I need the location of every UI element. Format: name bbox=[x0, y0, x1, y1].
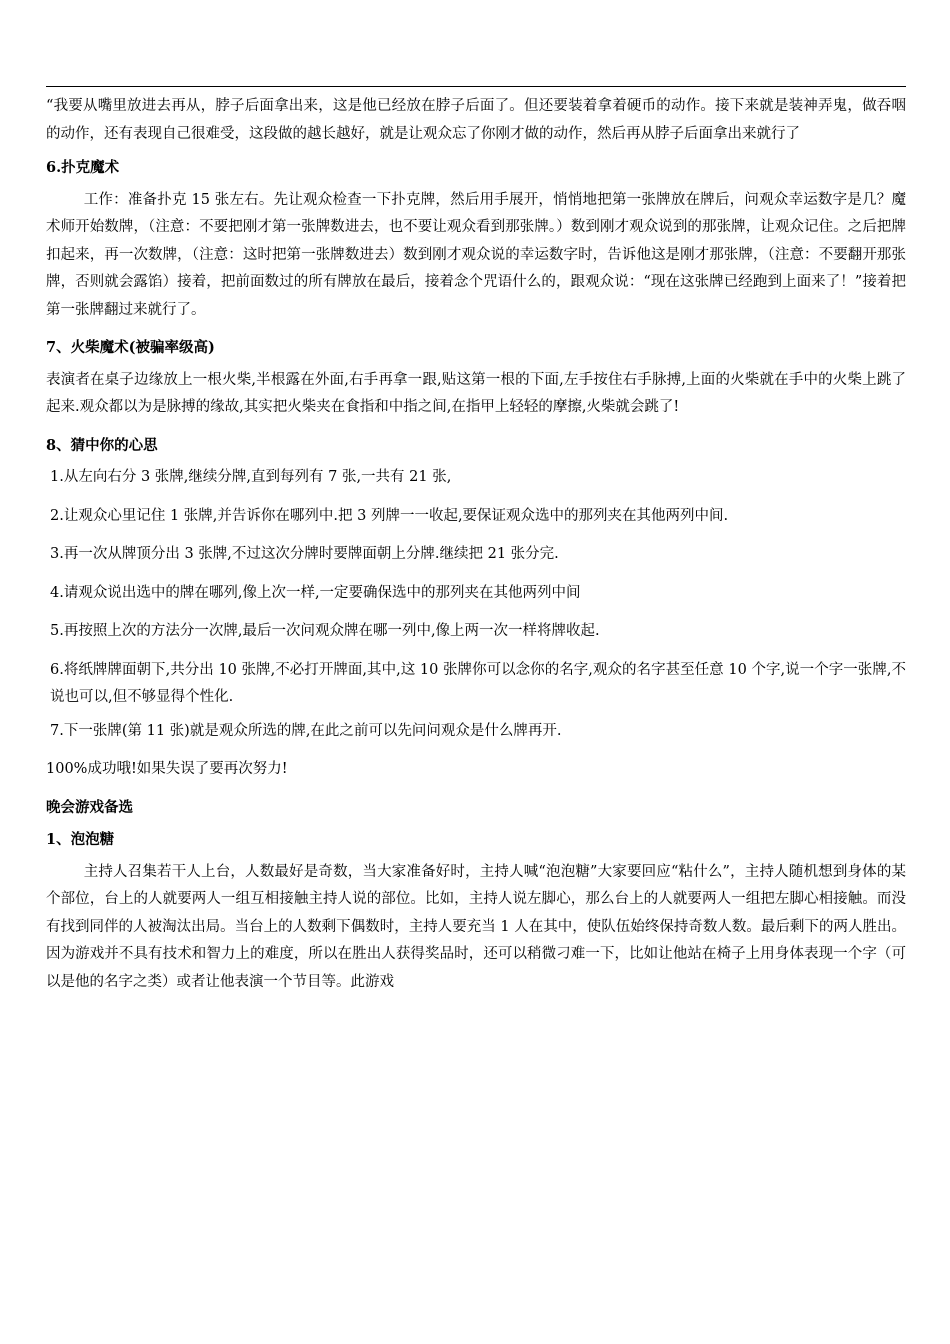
step-5: 5.再按照上次的方法分一次牌,最后一次问观众牌在哪一列中,像上两一次一样将牌收起. bbox=[50, 623, 600, 639]
step-3: 3.再一次从牌顶分出 3 张牌,不过这次分牌时要牌面朝上分牌.继续把 21 张分完. bbox=[50, 546, 559, 562]
step-4: 4.请观众说出选中的牌在哪列,像上次一样,一定要确保选中的那列夹在其他两列中间 bbox=[50, 584, 581, 601]
section-heading-poker-magic: 6.扑克魔术 bbox=[46, 159, 120, 176]
step-2: 2.让观众心里记住 1 张牌,并告诉你在哪列中.把 3 列牌一一收起,要保证观众选中的那列夹在其他两列中间. bbox=[50, 507, 729, 524]
match-magic-paragraph: 表演者在桌子边缘放上一根火柴,半根露在外面,右手再拿一跟,贴这第一根的下面,左手按住右手脉搏,上面的火柴就在手中的火柴上跳了起来.观众都以为是脉搏的缘故,其实把火柴夹在食指和中指之间,在指甲上轻轻的摩擦,火柴就会跳了! bbox=[46, 371, 906, 415]
step-1: 1.从左向右分 3 张牌,继续分牌,直到每列有 7 张,一共有 21 张, bbox=[50, 469, 452, 485]
document-body bbox=[46, 93, 906, 996]
bubble-gum-paragraph: 主持人召集若干人上台，人数最好是奇数，当大家准备好时，主持人喊“泡泡糖”大家要回应“粘什么”，主持人随机想到身体的某个部位，台上的人就要两人一组互相接触主持人说的部位。比如，主持人说左脚心，那么台上的人就要两人一组把左脚心相接触。而没有找到同伴的人被淘汰出局。当台上的人数剩下偶数时，主持人要充当 1 人在其中，使队伍始终保持奇数人数。最后剩下的两人胜出。因为游戏并不具有技术和智力上的难度，所以在胜出人获得奖品时，还可以稍微刁难一下，比如让他站在椅子上用身体表现一个字（可以是他的名字之类）或者让他表演一个节目等。此游戏 bbox=[46, 863, 906, 990]
step-6: 6.将纸牌牌面朝下,共分出 10 张牌,不必打开牌面,其中,这 10 张牌你可以念你的名字,观众的名字甚至任意 10 个字,说一个字一张牌,不说也可以,但不够显得个性化. bbox=[50, 661, 906, 705]
mind-reading-closing: 100%成功哦!如果失误了要再次努力! bbox=[46, 761, 288, 777]
section-heading-match-magic: 7、火柴魔术(被骗率级高) bbox=[46, 339, 215, 356]
step-7: 7.下一张牌(第 11 张)就是观众所选的牌,在此之前可以先问问观众是什么牌再开. bbox=[50, 722, 562, 739]
section-heading-mind-reading: 8、猜中你的心思 bbox=[46, 436, 158, 454]
section-heading-bubble-gum: 1、泡泡糖 bbox=[46, 831, 115, 848]
intro-paragraph: “我要从嘴里放进去再从，脖子后面拿出来，这是他已经放在脖子后面了。但还要装着拿着硬币的动作。接下来就是装神弄鬼，做吞咽的动作，还有表现自己很难受，这段做的越长越好，就是让观众忘了你刚才做的动作，然后再从脖子后面拿出来就行了 bbox=[46, 98, 906, 142]
poker-magic-paragraph: 工作：准备扑克 15 张左右。先让观众检查一下扑克牌，然后用手展开，悄悄地把第一张牌放在牌后，问观众幸运数字是几？魔术师开始数牌，（注意：不要把刚才第一张牌数进去，也不要让观众看到那张牌。）数到刚才观众说到的那张牌，让观众记住。之后把牌扣起来，再一次数牌，（注意：这时把第一张牌数进去）数到刚才观众说的幸运数字时，告诉他这是刚才那张牌，（注意：不要翻开那张牌，否则就会露馅）接着，把前面数过的所有牌放在最后，接着念个咒语什么的，跟观众说：“现在这张牌已经跑到上面来了！”接着把第一张牌翻过来就行了。 bbox=[46, 191, 906, 318]
header-rule bbox=[46, 86, 906, 87]
section-heading-party-games: 晚会游戏备选 bbox=[46, 798, 133, 816]
